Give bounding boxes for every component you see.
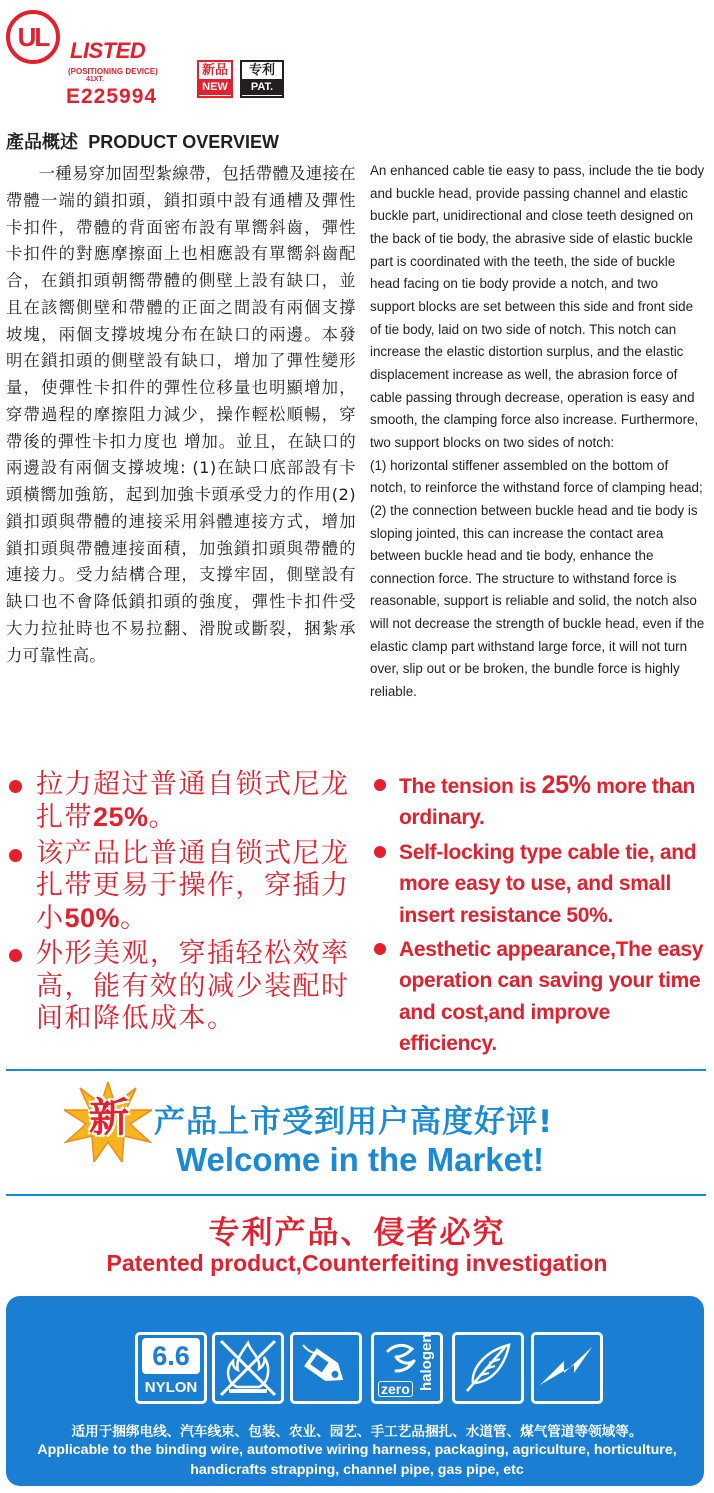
- patent-badge-cn: 专利: [248, 63, 275, 78]
- overview-en-paragraph: (2) the connection between buckle head and tie body is sloping jointed, this can increase the contact area between buckle head and tie body, enhance the connection force. The structure to withstand force is reasonable, support is reliable and solid, the notch also will not decrease the strength of buckle head, even if the elastic clamp part withstand large force, it will not turn over, slip out or be broken, the bundle force is highly reliable.: [370, 502, 705, 700]
- section-divider: [6, 1069, 706, 1071]
- market-title-cn: 产品上市受到用户高度好评!: [154, 1104, 554, 1140]
- overview-title-cn: 產品概述: [6, 132, 78, 153]
- new-product-badge: [197, 60, 233, 98]
- new-badge-cn: 新品: [201, 63, 228, 78]
- features-en-list: [372, 770, 712, 1063]
- features-cn-list: [6, 769, 366, 1038]
- overview-description-en: [370, 160, 706, 704]
- applications-text-cn: 适用于捆绑电线、汽车线束、包装、农业、园艺、手工艺品捆扎、水道管、煤气管道等领域等。: [71, 1424, 643, 1440]
- applications-text-en: [0, 1440, 714, 1480]
- patent-badge-en: PAT.: [242, 79, 282, 95]
- feature-en-item: The tension is 25% more than ordinary.: [372, 770, 712, 834]
- feather-icon: [452, 1332, 524, 1404]
- feature-cn-item: 该产品比普通自锁式尼龙扎带更易于操作，穿插力小50%。: [6, 838, 366, 936]
- ul-listed-label: LISTED: [70, 38, 146, 63]
- ul-device-label: (POSITIONING DEVICE): [68, 67, 158, 76]
- section-divider: [6, 1194, 706, 1196]
- patent-badge: [240, 60, 284, 98]
- overview-title-en: PRODUCT OVERVIEW: [88, 132, 279, 152]
- overview-title: [6, 128, 279, 154]
- market-title-en: Welcome in the Market!: [176, 1141, 544, 1178]
- overview-en-paragraph: (1) horizontal stiffener assembled on the bottom of notch, to reinforce the withstand force of clamping head;: [370, 457, 703, 496]
- applications-text-en-line: Applicable to the binding wire, automotive wiring harness, packaging, agriculture, horticulture,: [37, 1442, 677, 1458]
- ul-code-label: 41XT.: [86, 76, 104, 83]
- no-flame-icon: [212, 1332, 284, 1404]
- overview-en-paragraph: An enhanced cable tie easy to pass, include the tie body and buckle head, provide passing channel and elastic buckle part, unidirectional and close teeth designed on the back of tie body, the abrasive side of elastic buckle part is coordinated with the teeth, the side of buckle head facing on tie body provide a notch, and two support blocks are set between this side and front side of tie body, laid on two side of notch. This notch can increase the elastic distortion surplus, and the elastic displacement increase as well, the abrasion force of cable passing through decrease, operation is easy and smooth, the clamping force also increase. Furthermore, two support blocks on two sides of notch:: [370, 163, 705, 450]
- new-char-mark: 新: [89, 1095, 129, 1141]
- feature-en-item: Aesthetic appearance,The easy operation can saving your time and cost,and improve efficiency.: [372, 934, 712, 1060]
- zero-label: zero: [378, 1381, 413, 1397]
- nylon-6-6-icon: [135, 1332, 207, 1404]
- patent-title-en: Patented product,Counterfeiting investigation: [106, 1250, 608, 1276]
- overview-description-cn: 一種易穿加固型紮線帶，包括帶體及連接在帶體一端的鎖扣頭，鎖扣頭中設有通槽及彈性卡扣件，帶體的背面密布設有單嚮斜齒，彈性卡扣件的對應摩擦面上也相應設有單嚮斜齒配合，在鎖扣頭朝嚮帶體的側壁上設有缺口，並且在該嚮側壁和帶體的正面之間設有兩個支撐坡塊，兩個支撐坡塊分布在缺口的兩邊。本發明在鎖扣頭的側壁設有缺口，增加了彈性變形量，使彈性卡扣件的彈性位移量也明顯增加，穿帶過程的摩擦阻力減少，操作輕松順暢，穿帶後的彈性卡扣力度也 增加。並且，在缺口的兩邊設有兩個支撐坡塊: (1)在缺口底部設有卡頭橫嚮加強筋，起到加強卡頭承受力的作用(2)鎖扣頭與帶體的連接采用斜體連接方式，增加鎖扣頭與帶體連接面積，加強鎖扣頭與帶體的連接力。受力結構合理，支撐牢固，側壁設有缺口也不會降低鎖扣頭的強度，彈性卡扣件受大力拉扯時也不易拉翻、滑脫或斷裂，捆紮承力可靠性高。: [6, 164, 356, 665]
- nylon-label: NYLON: [144, 1379, 198, 1396]
- tag-icon: [290, 1332, 362, 1404]
- feature-en-item: Self-locking type cable tie, and more easy to use, and small insert resistance 50%.: [372, 837, 712, 931]
- ul-logo: UL: [6, 10, 60, 64]
- applications-text-en-line: handicrafts strapping, channel pipe, gas pipe, etc: [190, 1462, 524, 1478]
- patent-title-cn: 专利产品、侵者必究: [208, 1215, 506, 1251]
- feature-cn-item: 拉力超过普通自锁式尼龙扎带25%。: [6, 769, 366, 835]
- lightning-icon: [531, 1332, 603, 1404]
- ul-certificate-number: E225994: [66, 85, 158, 108]
- halogen-label: halogen: [418, 1333, 435, 1391]
- feature-cn-item: 外形美观，穿插轻松效率高，能有效的减少装配时间和降低成本。: [6, 938, 366, 1035]
- nylon-grade: 6.6: [142, 1338, 200, 1374]
- new-badge-en: NEW: [199, 79, 231, 95]
- zero-halogen-icon: [371, 1332, 443, 1404]
